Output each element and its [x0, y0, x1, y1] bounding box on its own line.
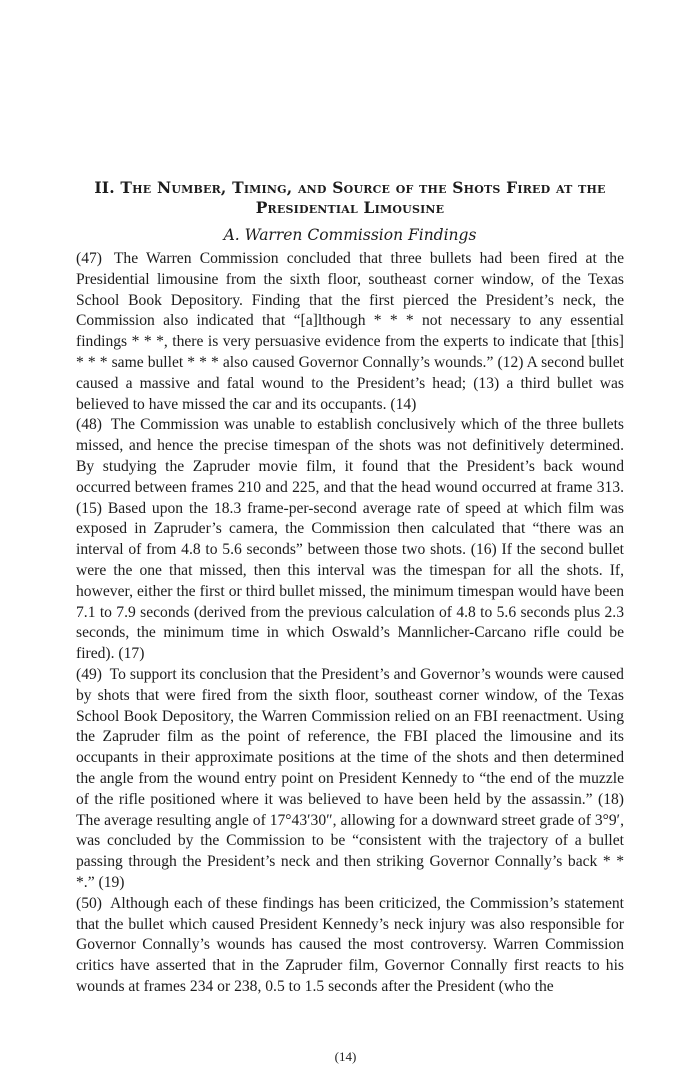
- section-heading-line-1: II. The Number, Timing, and Source of the Shots Fired at the: [94, 178, 606, 197]
- section-heading-line-2: Presidential Limousine: [255, 198, 445, 217]
- paragraph-text: The Commission was unable to establish conclusively which of the three bullets missed, and hence the precise timespan of the shots was not definitively determined. By studying the Zapruder movie film, it found that the President’s back wound occurred between frames 210 and 225, and that the head wound occurred at frame 313. (15) Based upon the 18.3 frame-per-second average rate of speed at which film was exposed in Zapruder’s camera, the Commission then calculated that “there was an interval of from 4.8 to 5.6 seconds” between those two shots. (16) If the second bullet were the one that missed, then this interval was the timespan for all the shots. If, however, either the first or third bullet missed, the minimum timespan would have been 7.1 to 7.9 seconds (derived from the previous calculation of 4.8 to 5.6 seconds plus 2.3 seconds, the minimum time in which Oswald’s Mannlicher-Carcano rifle could be fired). (17): [76, 416, 625, 663]
- paragraph-text: To support its conclusion that the President’s and Governor’s wounds were caused by shots that were fired from the sixth floor, southeast corner window, of the Texas School Book Depository, the Warren Commission relied on an FBI reenactment. Using the Zapruder film as the point of reference, the FBI placed the limousine and its occupants in their approximate positions at the time of the shots and then determined the angle from the wound entry point on President Kennedy to “the end of the muzzle of the rifle positioned where it was believed to have been held by the assassin.” (18) The average resulting angle of 17°43′30″, allowing for a downward street grade of 3°9′, was concluded by the Commission to be “consistent with the trajectory of a bullet passing through the President’s neck and then striking Governor Connally’s back * * *.” (19): [76, 665, 624, 891]
- paragraph-number: (49): [76, 665, 102, 683]
- paragraph-49: [76, 665, 624, 894]
- section-heading: [76, 178, 624, 218]
- page-number: (14): [334, 1049, 357, 1064]
- paragraph-number: (47): [76, 250, 102, 267]
- subsection-heading: A. Warren Commission Findings: [223, 226, 477, 244]
- page-body: [76, 178, 624, 998]
- paragraph-number: (48): [76, 416, 102, 434]
- paragraph-text: The Warren Commission concluded that three bullets had been fired at the Presidential limousine from the sixth floor, southeast corner window, of the Texas School Book Depository. Finding that the first pierced the President’s neck, the Commission also indicated that “[a]lthough * * * not necessary to any essential findings * * *, there is very persuasive evidence from the experts to indicate that [this] * * * same bullet * * * also caused Governor Connally’s wounds.” (12) A second bullet caused a massive and fatal wound to the President’s head; (13) a third bullet was believed to have missed the car and its occupants. (14): [76, 250, 625, 413]
- paragraph-text: Although each of these findings has been criticized, the Commission’s statement that the bullet which caused President Kennedy’s neck injury was also responsible for Governor Connally’s wounds has caused the most controversy. Warren Commission critics have asserted that in the Zapruder film, Governor Connally first reacts to his wounds at frames 234 or 238, 0.5 to 1.5 seconds after the President (who the: [76, 894, 624, 995]
- paragraph-47: [76, 249, 624, 415]
- paragraph-48: [76, 415, 624, 665]
- paragraph-50: [76, 894, 624, 998]
- paragraph-number: (50): [76, 894, 102, 912]
